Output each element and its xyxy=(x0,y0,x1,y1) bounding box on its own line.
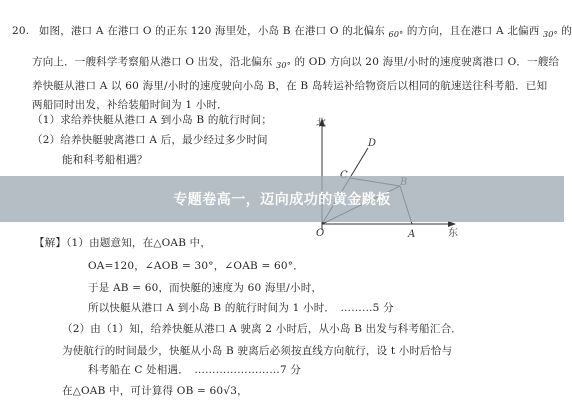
problem-line-2 xyxy=(32,55,559,70)
problem-line-3: 养快艇从港口 A 以 60 海里/小时的速度驶向小岛 B，在 B 岛转运补给物资后以相同的航速送往科考船．已知 xyxy=(32,80,548,92)
solution-line-6: 为使航行的时间最少，快艇从小岛 B 驶离后必须按直线方向航行，设 t 小时后恰与 xyxy=(62,345,453,357)
angle-30: 30° xyxy=(542,30,558,39)
promo-banner xyxy=(0,176,564,222)
solution-line-1: 【解】（1）由题意知，在△OAB 中， xyxy=(34,237,212,249)
east-label: 东 xyxy=(448,228,458,239)
question-1: （1）求给养快艇从港口 A 到小岛 B 的航行时间； xyxy=(32,114,273,126)
north-label: 北 xyxy=(316,118,326,129)
solution-line-5: （2）由（1）知，给养快艇从港口 A 驶离 2 小时后，从小岛 B 出发与科考船汇合． xyxy=(62,323,462,335)
problem-line-4: 两船同时出发，补给装船时间为 1 小时． xyxy=(32,99,228,111)
banner-text: 专题卷高一，迈向成功的黄金跳板 xyxy=(173,192,391,208)
solution-line-3: 于是 AB = 60，而快艇的速度为 60 海里/小时， xyxy=(88,282,323,294)
angle-60: 60° xyxy=(388,30,404,39)
solution-line-7: 科考船在 C 处相遇． ……………………7 分 xyxy=(88,364,302,376)
label-a: A xyxy=(408,229,416,240)
problem-text: 的方向，且在港口 A 北偏西 xyxy=(406,25,540,37)
problem-line-1 xyxy=(12,24,572,39)
angle-30: 30° xyxy=(276,61,291,70)
problem-text: 方向上．一艘科学考察船从港口 O 出发，沿北偏东 xyxy=(32,56,273,68)
solution-line-4: 所以快艇从港口 A 到小岛 B 的航行时间为 1 小时． ………5 分 xyxy=(88,302,394,314)
solution-line-8: 在△OAB 中，可计算得 OB = 60√3， xyxy=(62,385,248,397)
question-2: （2）给养快艇驶离港口 A 后，最少经过多少时间 xyxy=(32,134,268,146)
solution-line-2: OA=120，∠AOB = 30°，∠OAB = 60°． xyxy=(88,260,304,272)
problem-number: 20. xyxy=(12,25,30,37)
question-2-cont: 能和科考船相遇？ xyxy=(62,154,148,166)
label-d: D xyxy=(368,138,377,149)
label-o: O xyxy=(316,228,325,239)
problem-text: 如图，港口 A 在港口 O 的正东 120 海里处，小岛 B 在港口 O 的北偏东 xyxy=(38,25,385,37)
problem-text: 的 xyxy=(561,25,572,37)
problem-text: 的 OD 方向以 20 海里/小时的速度驶离港口 O．一艘给 xyxy=(294,56,560,68)
